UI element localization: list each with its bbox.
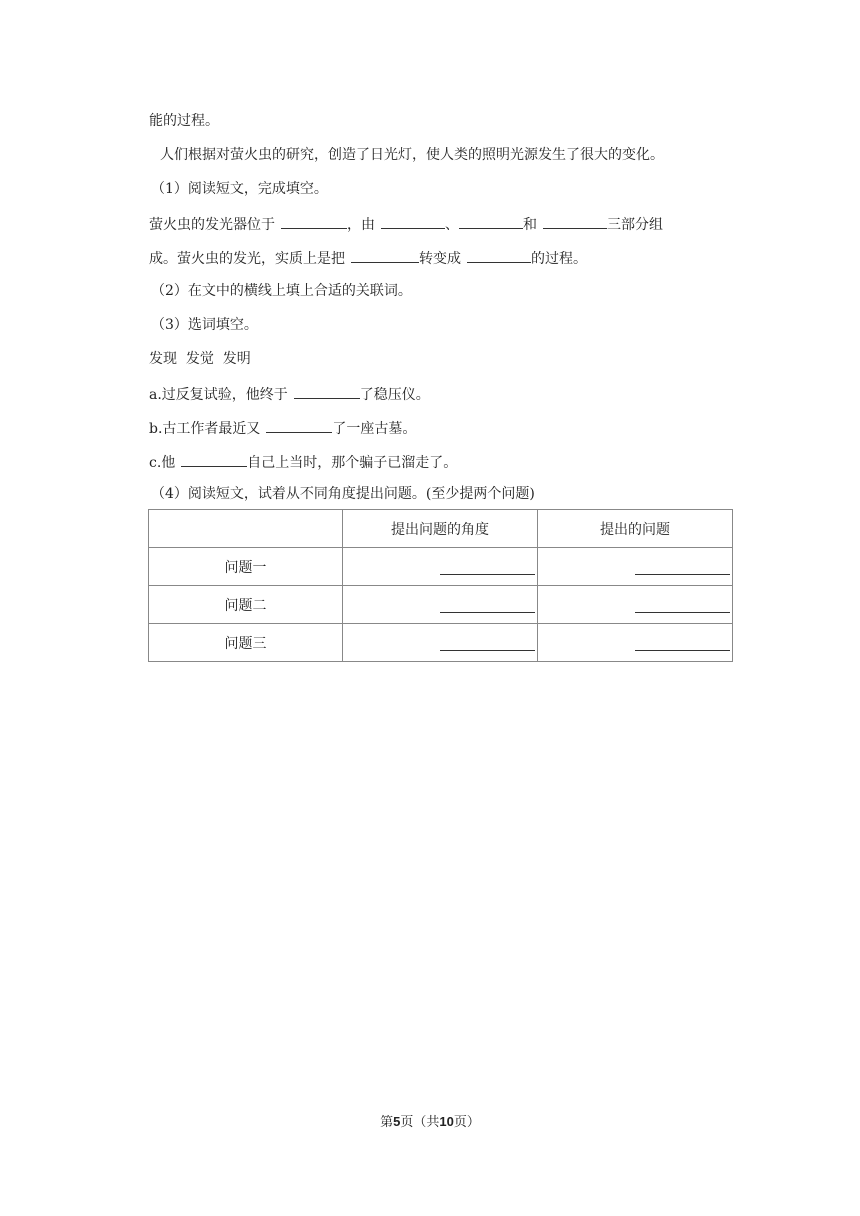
footer-text: 页（共: [400, 1115, 440, 1130]
question-1-heading: [151, 180, 328, 198]
answer-blank[interactable]: [266, 418, 332, 433]
text-span: （3）选词填空。: [151, 317, 258, 333]
answer-blank[interactable]: [381, 214, 445, 229]
text-span: 了一座古墓。: [332, 421, 417, 437]
table-row: [149, 624, 733, 662]
page-footer: [0, 1111, 860, 1130]
sentence-b: [149, 418, 416, 438]
sentence-a: [149, 384, 430, 404]
answer-blank[interactable]: [440, 650, 535, 651]
answer-blank[interactable]: [635, 612, 730, 613]
text-span: 发现 发觉 发明: [149, 351, 251, 367]
row-label: 问题二: [149, 586, 343, 624]
answer-blank[interactable]: [459, 214, 523, 229]
question-cell[interactable]: [538, 624, 733, 662]
text-span: 和: [523, 217, 537, 233]
question-4-heading: [151, 485, 535, 503]
question-2-heading: [151, 282, 412, 300]
text-span: 的过程。: [531, 251, 587, 267]
text-span: （2）在文中的横线上填上合适的关联词。: [151, 283, 412, 299]
word-choices: [149, 350, 251, 368]
page-number: 5: [393, 1114, 401, 1129]
text-span: 成。萤火虫的发光，实质上是把: [149, 251, 345, 267]
text-span: c.他: [149, 455, 176, 471]
answer-blank[interactable]: [543, 214, 607, 229]
page-total: 10: [439, 1114, 454, 1129]
footer-text: 第: [380, 1115, 394, 1130]
fill-line-4: [149, 214, 663, 234]
text-span: 、: [445, 217, 459, 233]
answer-blank[interactable]: [181, 452, 247, 467]
question-cell[interactable]: [538, 548, 733, 586]
table-header-row: [149, 510, 733, 548]
table-row: [149, 548, 733, 586]
text-span: 人们根据对萤火虫的研究，创造了日光灯，使人类的照明光源发生了很大的变化。: [160, 147, 664, 163]
table-row: [149, 586, 733, 624]
answer-blank[interactable]: [635, 574, 730, 575]
text-span: 自己上当时，那个骗子已溜走了。: [247, 455, 458, 471]
footer-text: 页）: [453, 1115, 480, 1130]
text-span: 三部分组: [607, 217, 663, 233]
question-table: [148, 509, 733, 662]
angle-cell[interactable]: [343, 586, 538, 624]
answer-blank[interactable]: [635, 650, 730, 651]
text-span: 萤火虫的发光器位于: [149, 217, 275, 233]
question-3-heading: [151, 316, 258, 334]
sentence-c: [149, 452, 457, 472]
row-label: 问题三: [149, 624, 343, 662]
text-span: 能的过程。: [149, 113, 219, 129]
answer-blank[interactable]: [351, 248, 419, 263]
text-span: a.过反复试验，他终于: [149, 387, 288, 403]
answer-blank[interactable]: [281, 214, 347, 229]
row-label: 问题一: [149, 548, 343, 586]
question-cell[interactable]: [538, 586, 733, 624]
text-line-2: [160, 146, 664, 164]
text-span: 了稳压仪。: [359, 387, 430, 403]
answer-blank[interactable]: [294, 384, 360, 399]
angle-cell[interactable]: [343, 548, 538, 586]
answer-blank[interactable]: [440, 612, 535, 613]
text-span: 转变成: [419, 251, 461, 267]
angle-cell[interactable]: [343, 624, 538, 662]
fill-line-5: [149, 248, 587, 268]
text-span: （4）阅读短文，试着从不同角度提出问题。(至少提两个问题): [151, 486, 535, 502]
answer-blank[interactable]: [467, 248, 531, 263]
text-span: （1）阅读短文，完成填空。: [151, 181, 328, 197]
table-header-cell: [149, 510, 343, 548]
text-span: ，由: [347, 217, 375, 233]
answer-blank[interactable]: [440, 574, 535, 575]
text-span: b.古工作者最近又: [149, 421, 261, 437]
text-line-1: [149, 112, 219, 130]
table-header-cell: 提出问题的角度: [343, 510, 538, 548]
table-header-cell: 提出的问题: [538, 510, 733, 548]
